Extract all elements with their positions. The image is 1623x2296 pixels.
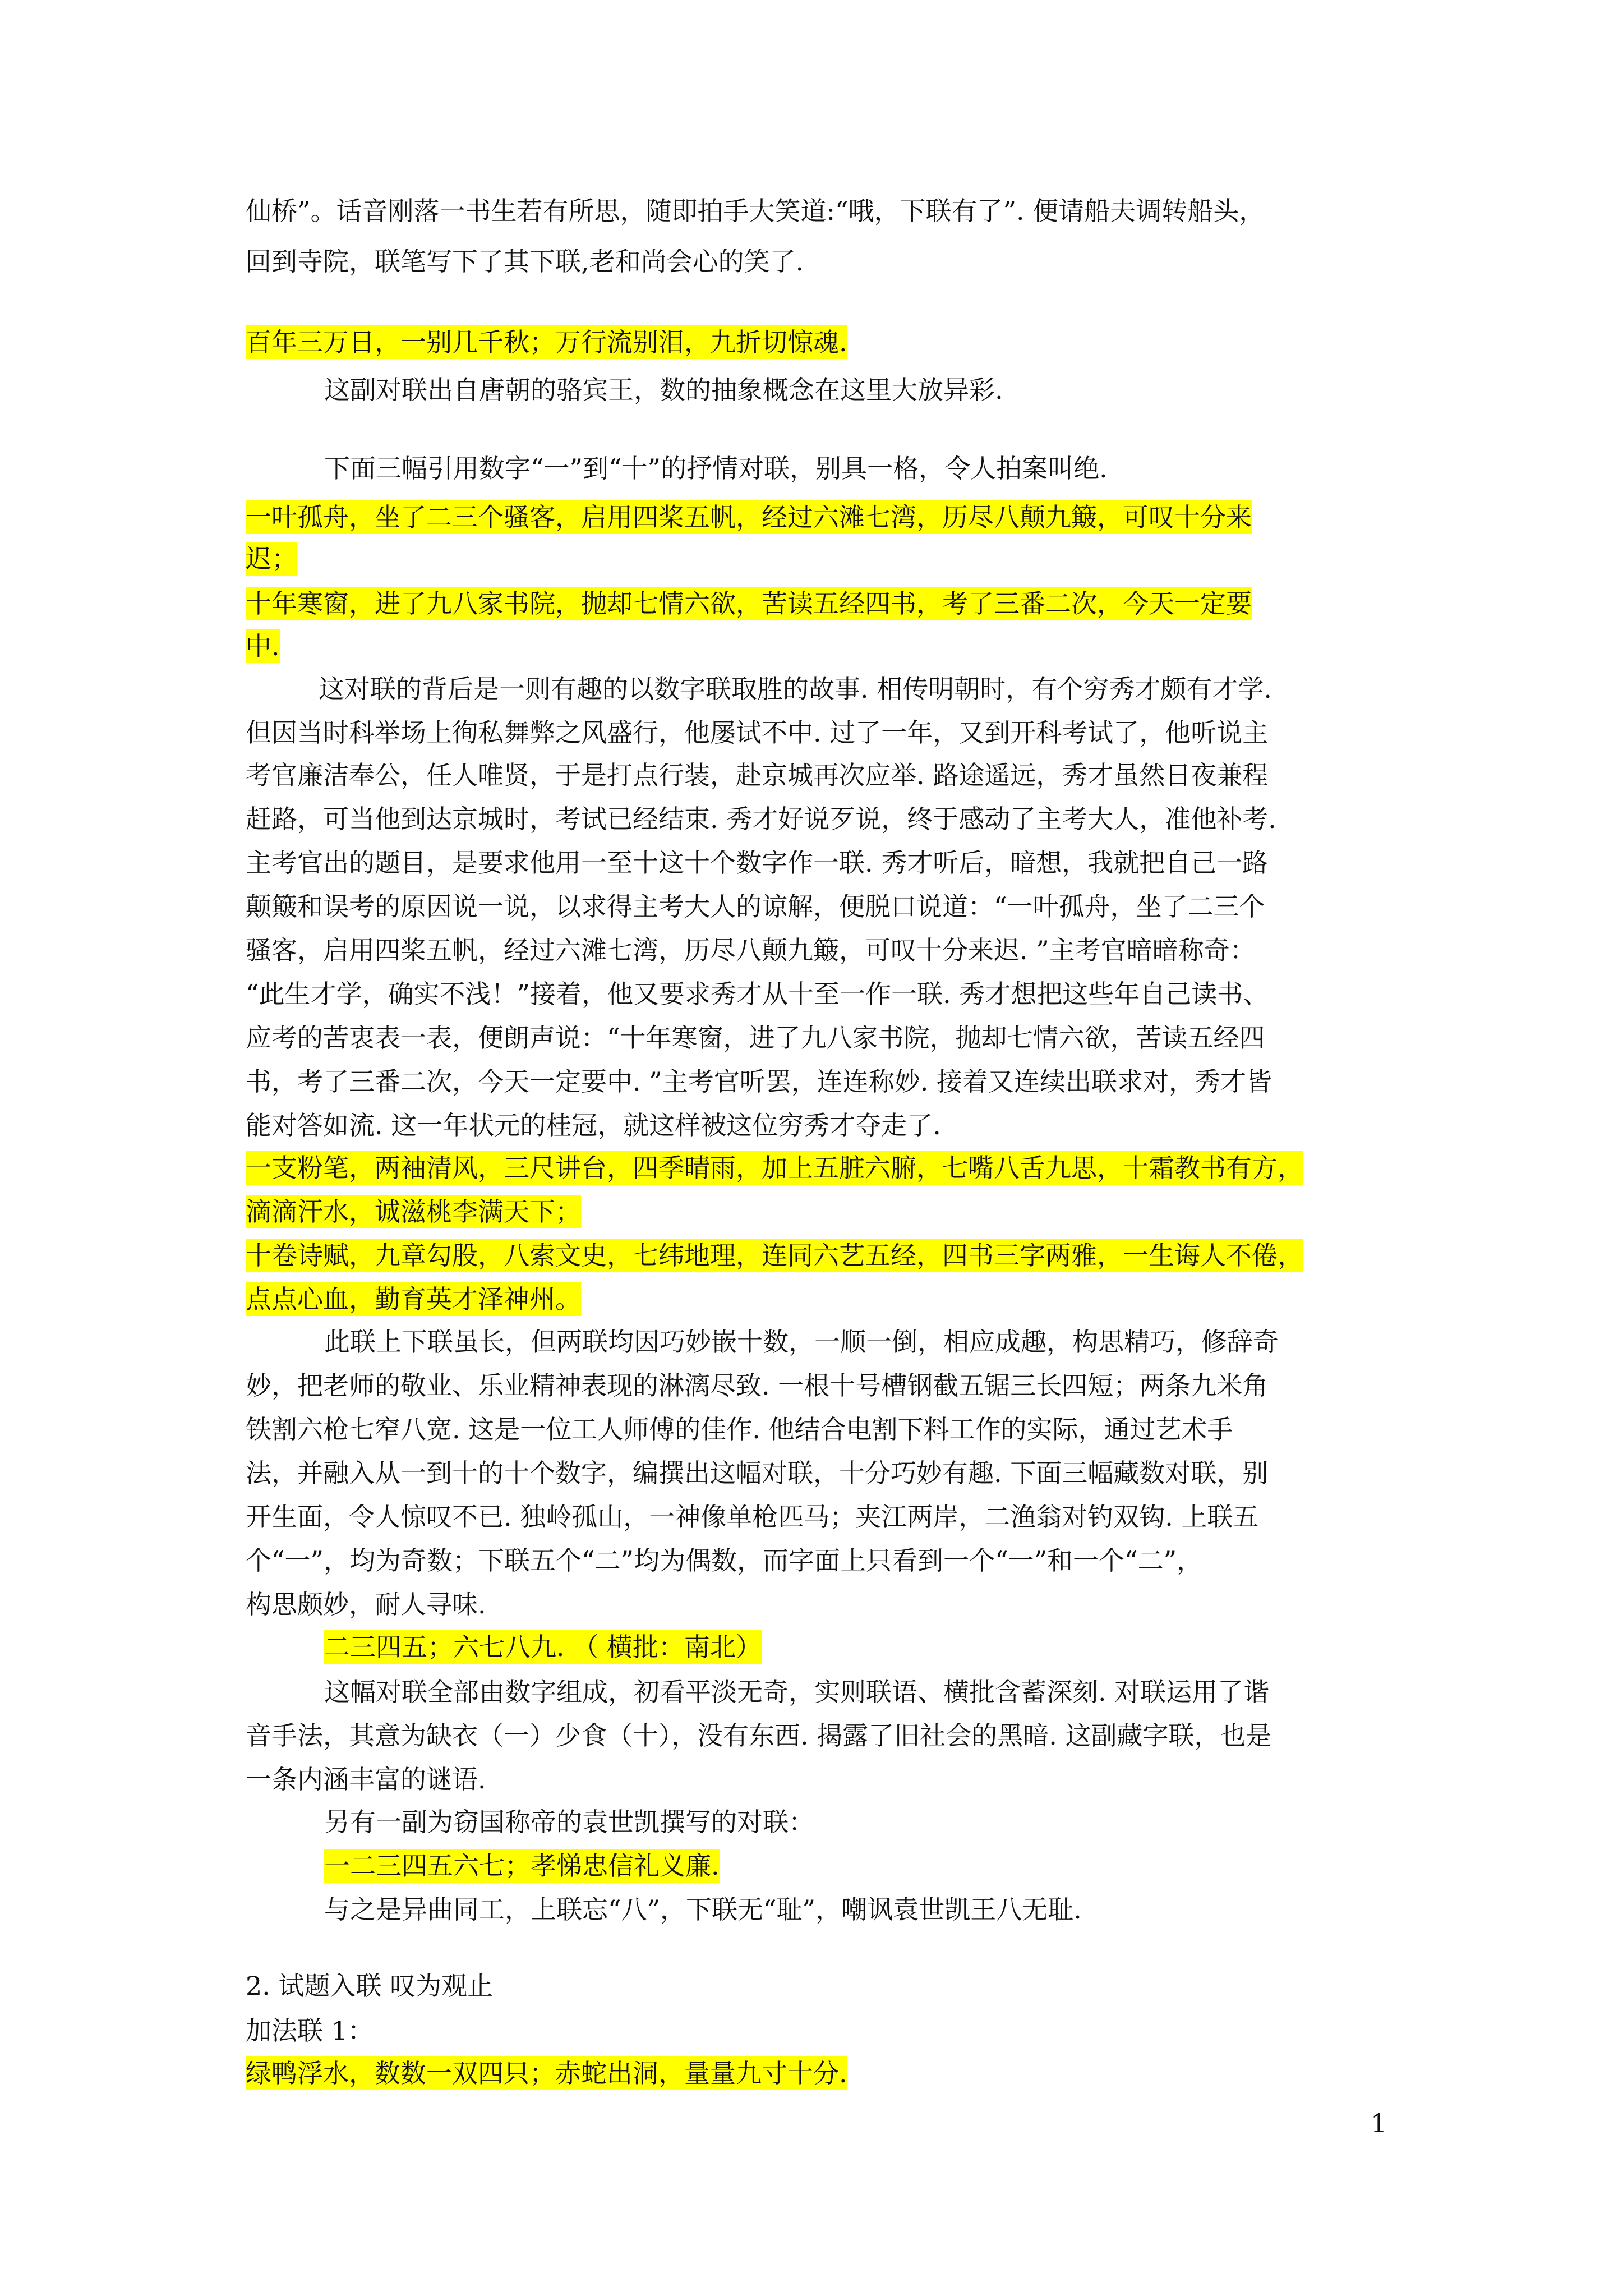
highlighted-couplet: 一二三四五六七；孝悌忠信礼义廉. (324, 1849, 720, 1883)
paragraph-line: 妙，把老师的敬业、乐业精神表现的淋漓尽致. 一根十号槽钢截五锯三长四短；两条九米角 (246, 1370, 1269, 1401)
subsection-label: 加法联 1： (246, 2016, 374, 2046)
highlighted-couplet: 中. (246, 629, 280, 663)
paragraph-line: 仙桥”。话音刚落一书生若有所思，随即拍手大笑道:“哦，下联有了”. 便请船夫调转船头， (246, 196, 1265, 226)
highlighted-couplet: 迟； (246, 542, 297, 576)
paragraph-line: 法，并融入从一到十的十个数字，编撰出这幅对联，十分巧妙有趣. 下面三幅藏数对联，别 (246, 1458, 1269, 1488)
paragraph-line: 一条内涵丰富的谜语. (246, 1764, 486, 1795)
paragraph-line: 与之是异曲同工，上联忘“八”，下联无“耻”，嘲讽袁世凯王八无耻. (324, 1894, 1082, 1925)
highlighted-couplet: 点点心血，勤育英才泽神州。 (246, 1282, 581, 1316)
highlighted-couplet: 滴滴汗水，诚滋桃李满天下； (246, 1195, 581, 1228)
highlighted-couplet: 一叶孤舟，坐了二三个骚客，启用四桨五帆，经过六滩七湾，历尽八颠九簸，可叹十分来 (246, 500, 1252, 534)
highlighted-couplet: 十年寒窗，进了九八家书院，抛却七情六欲，苦读五经四书，考了三番二次，今天一定要 (246, 587, 1252, 620)
paragraph-line: 这对联的背后是一则有趣的以数字联取胜的故事. 相传明朝时，有个穷秀才颇有才学. (319, 674, 1272, 704)
paragraph-line: 回到寺院，联笔写下了其下联,老和尚会心的笑了. (246, 246, 804, 277)
paragraph-line: 铁割六枪七窄八宽. 这是一位工人师傅的佳作. 他结合电割下料工作的实际，通过艺术手 (246, 1414, 1233, 1444)
paragraph-line: 另有一副为窃国称帝的袁世凯撰写的对联： (324, 1807, 814, 1837)
paragraph-line: 此联上下联虽长，但两联均因巧妙嵌十数，一顺一倒，相应成趣，构思精巧，修辞奇 (324, 1327, 1279, 1357)
paragraph-line: 赶路，可当他到达京城时，考试已经结束. 秀才好说歹说，终于感动了主考大人，准他补考. (246, 804, 1276, 834)
highlighted-couplet: 十卷诗赋，九章勾股，八索文史，七纬地理，连同六艺五经，四书三字两雅，一生诲人不倦， (246, 1239, 1303, 1272)
paragraph-line: 颠簸和误考的原因说一说，以求得主考大人的谅解，便脱口说道：“一叶孤舟，坐了二三个 (246, 891, 1265, 922)
paragraph-line: 应考的苦衷表一表，便朗声说：“十年寒窗，进了九八家书院，抛却七情六欲，苦读五经四 (246, 1023, 1265, 1053)
paragraph-line: 构思颇妙，耐人寻味. (246, 1589, 486, 1619)
paragraph-line: 个“一”，均为奇数；下联五个“二”均为偶数，而字面上只看到一个“一”和一个“二”， (246, 1545, 1203, 1576)
paragraph-line: “此生才学，确实不浅！”接着，他又要求秀才从十至一作一联. 秀才想把这些年自己读书、 (246, 979, 1269, 1009)
section-heading: 2. 试题入联 叹为观止 (246, 1971, 494, 2001)
highlighted-couplet: 二三四五；六七八九. （ 横批：南北） (324, 1630, 762, 1664)
paragraph-line: 骚客，启用四桨五帆，经过六滩七湾，历尽八颠九簸，可叹十分来迟. ”主考官暗暗称奇： (246, 935, 1256, 965)
paragraph-line: 考官廉洁奉公，任人唯贤，于是打点行装，赴京城再次应举. 路途遥远，秀才虽然日夜兼程 (246, 760, 1269, 790)
paragraph-line: 下面三幅引用数字“一”到“十”的抒情对联，别具一格，令人拍案叫绝. (324, 453, 1108, 484)
paragraph-line: 音手法，其意为缺衣（一）少食（十），没有东西. 揭露了旧社会的黑暗. 这副藏字联，也是 (246, 1720, 1272, 1751)
paragraph-line: 开生面，令人惊叹不已. 独岭孤山，一神像单枪匹马；夹江两岸，二渔翁对钓双钩. 上联五 (246, 1502, 1259, 1532)
page-number: 1 (1371, 2108, 1387, 2138)
paragraph-line: 这副对联出自唐朝的骆宾王，数的抽象概念在这里大放异彩. (324, 375, 1003, 405)
highlighted-couplet: 绿鸭浮水，数数一双四只；赤蛇出洞，量量九寸十分. (246, 2056, 847, 2090)
highlighted-couplet: 百年三万日，一别几千秋；万行流别泪，九折切惊魂. (246, 325, 847, 359)
paragraph-line: 书，考了三番二次，今天一定要中. ”主考官听罢，连连称妙. 接着又连续出联求对，秀才皆 (246, 1066, 1272, 1097)
paragraph-line: 能对答如流. 这一年状元的桂冠，就这样被这位穷秀才夺走了. (246, 1110, 941, 1140)
paragraph-line: 主考官出的题目，是要求他用一至十这十个数字作一联. 秀才听后，暗想，我就把自己一路 (246, 848, 1269, 878)
paragraph-line: 这幅对联全部由数字组成，初看平淡无奇，实则联语、横批含蓄深刻. 对联运用了谐 (324, 1677, 1270, 1707)
highlighted-couplet: 一支粉笔，两袖清风，三尺讲台，四季晴雨，加上五脏六腑，七嘴八舌九思，十霜教书有方， (246, 1151, 1303, 1185)
paragraph-line: 但因当时科举场上徇私舞弊之风盛行，他屡试不中. 过了一年，又到开科考试了，他听说主 (246, 717, 1269, 748)
